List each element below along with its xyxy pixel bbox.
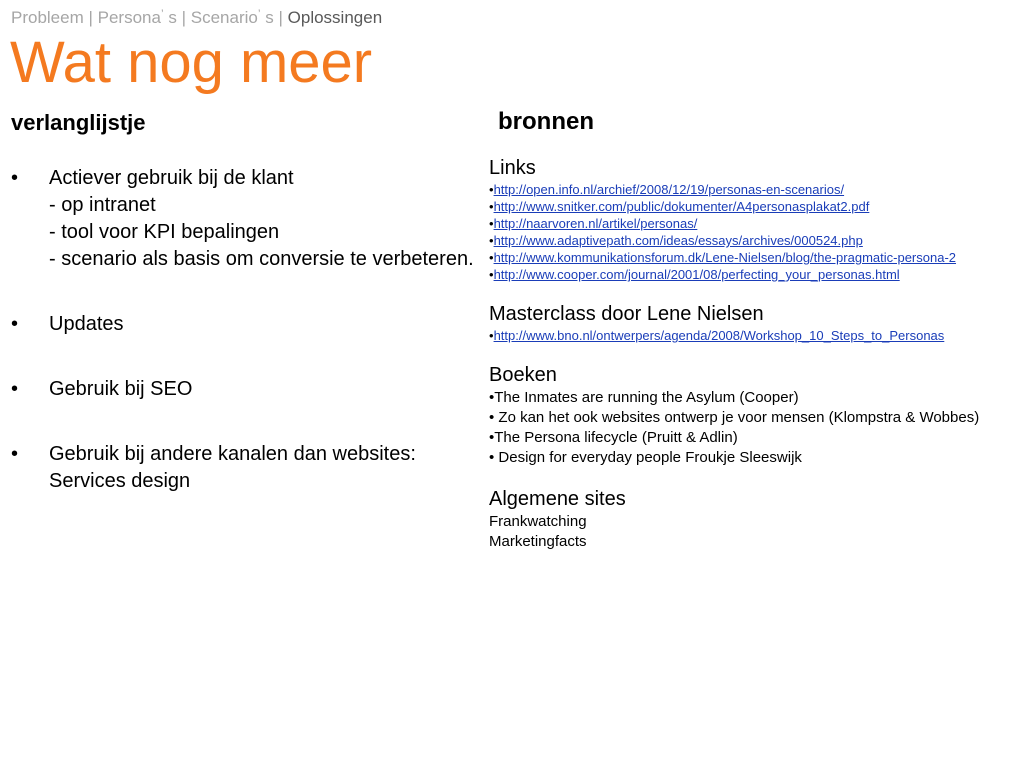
link-item: •http://www.kommunikationsforum.dk/Lene-Nielsen/blog/the-pragmatic-persona-2 [489, 250, 957, 265]
bullet-icon: • [11, 167, 19, 189]
books-title: Boeken [489, 364, 557, 386]
book-item: • Zo kan het ook websites ontwerp je voor mensen (Klompstra & Wobbes) [489, 409, 980, 426]
source-link[interactable]: http://www.kommunikationsforum.dk/Lene-Nielsen/blog/the-pragmatic-persona-2 [493, 250, 957, 265]
wishlist-list [11, 165, 481, 533]
spacer [489, 344, 1024, 362]
masterclass-link[interactable]: http://www.bno.nl/ontwerpers/agenda/2008/Workshop_10_Steps_to_Personas [493, 328, 945, 343]
breadcrumb-apostrophe: ’ [257, 7, 261, 21]
breadcrumb-probleem: Probleem [11, 8, 84, 27]
source-link[interactable]: http://www.cooper.com/journal/2001/08/perfecting_your_personas.html [493, 267, 900, 282]
wishlist-subitem: - tool voor KPI bepalingen [49, 221, 280, 243]
book-item: • Design for everyday people Froukje Sleeswijk [489, 449, 802, 466]
links-title: Links [489, 157, 536, 179]
breadcrumb-persona-suffix: s [163, 8, 177, 27]
wishlist-item [11, 441, 481, 495]
bullet-icon: • [11, 378, 19, 400]
breadcrumb-apostrophe: ’ [160, 7, 164, 21]
wishlist-item-text: Actiever gebruik bij de klant [49, 167, 294, 189]
breadcrumb-persona: Persona [97, 8, 161, 27]
breadcrumb-separator: | [273, 8, 288, 27]
breadcrumb-separator: | [83, 8, 98, 27]
wishlist-item-text: Updates [49, 313, 124, 335]
spacer [489, 468, 1024, 486]
breadcrumb [11, 7, 382, 28]
bullet-icon: • [11, 313, 19, 335]
breadcrumb-oplossingen: Oplossingen [287, 8, 383, 27]
wishlist-item [11, 311, 481, 338]
wishlist-item-text: Gebruik bij SEO [49, 378, 193, 400]
breadcrumb-scenario: Scenario [190, 8, 258, 27]
link-item: •http://www.cooper.com/journal/2001/08/perfecting_your_personas.html [489, 267, 900, 282]
site-item: Marketingfacts [489, 533, 587, 550]
spacer [489, 283, 1024, 301]
wishlist-item [11, 165, 481, 273]
breadcrumb-separator: | [176, 8, 191, 27]
link-item: •http://naarvoren.nl/artikel/personas/ [489, 216, 698, 231]
sites-title: Algemene sites [489, 488, 626, 510]
source-link[interactable]: http://naarvoren.nl/artikel/personas/ [493, 216, 698, 231]
sources-heading: bronnen [498, 108, 594, 135]
wishlist-subitem: - scenario als basis om conversie te verbeteren. [49, 248, 474, 270]
book-item: •The Inmates are running the Asylum (Cooper) [489, 389, 799, 406]
sources-panel [489, 155, 1024, 552]
site-item: Frankwatching [489, 513, 587, 530]
page-title: Wat nog meer [10, 30, 373, 95]
wishlist-item [11, 376, 481, 403]
source-link[interactable]: http://open.info.nl/archief/2008/12/19/personas-en-scenarios/ [493, 182, 845, 197]
wishlist-heading: verlanglijstje [11, 110, 146, 135]
source-link[interactable]: http://www.snitker.com/public/dokumenter/A4personasplakat2.pdf [493, 199, 870, 214]
wishlist-item-text: Gebruik bij andere kanalen dan websites: Services design [49, 443, 416, 492]
masterclass-title: Masterclass door Lene Nielsen [489, 303, 764, 325]
source-link[interactable]: http://www.adaptivepath.com/ideas/essays/archives/000524.php [493, 233, 863, 248]
book-item: •The Persona lifecycle (Pruitt & Adlin) [489, 429, 738, 446]
wishlist-subitem: - op intranet [49, 194, 156, 216]
bullet-icon: • [11, 443, 19, 465]
link-item: •http://www.adaptivepath.com/ideas/essays/archives/000524.php [489, 233, 863, 248]
link-item: •http://www.bno.nl/ontwerpers/agenda/2008/Workshop_10_Steps_to_Personas [489, 328, 945, 343]
link-item: •http://open.info.nl/archief/2008/12/19/personas-en-scenarios/ [489, 182, 845, 197]
breadcrumb-scenario-suffix: s [260, 8, 274, 27]
link-item: •http://www.snitker.com/public/dokumenter/A4personasplakat2.pdf [489, 199, 870, 214]
